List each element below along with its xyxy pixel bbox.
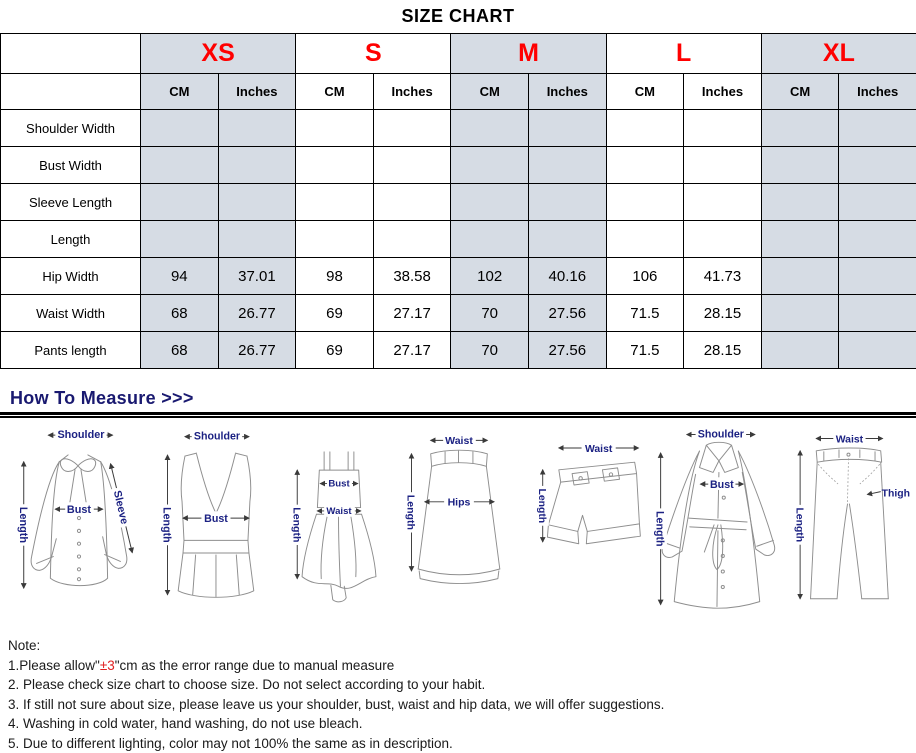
value-cell	[451, 221, 529, 258]
coat-figure	[648, 422, 784, 620]
value-cell	[839, 295, 916, 332]
value-cell: 28.15	[684, 295, 762, 332]
value-cell: 27.17	[373, 332, 451, 369]
row-label: Shoulder Width	[1, 110, 141, 147]
skirt-hips-label: Hips	[448, 497, 471, 509]
value-cell: 27.56	[528, 332, 606, 369]
value-cell	[684, 147, 762, 184]
pants-waist-label: Waist	[836, 434, 864, 445]
skirt-waist-label: Waist	[445, 435, 473, 447]
value-cell	[451, 147, 529, 184]
unit-header: CM	[296, 74, 374, 110]
value-cell	[296, 147, 374, 184]
pants-length-label: Length	[793, 507, 804, 542]
value-cell	[528, 147, 606, 184]
value-cell	[684, 110, 762, 147]
slip-dress-figure	[279, 422, 399, 620]
value-cell: 68	[141, 295, 219, 332]
value-cell: 37.01	[218, 258, 296, 295]
value-cell: 28.15	[684, 332, 762, 369]
skirt-length-label: Length	[405, 495, 417, 530]
dress-bust-label: Bust	[328, 478, 350, 489]
value-cell: 40.16	[528, 258, 606, 295]
value-cell: 26.77	[218, 332, 296, 369]
unit-header-row	[1, 74, 916, 110]
value-cell	[839, 110, 916, 147]
coat-length-label: Length	[653, 511, 665, 547]
row-label: Sleeve Length	[1, 184, 141, 221]
value-cell	[606, 221, 684, 258]
value-cell	[761, 221, 839, 258]
note-line-4: 4. Washing in cold water, hand washing, do not use bleach.	[8, 714, 916, 734]
value-cell: 70	[451, 295, 529, 332]
tank-length-label: Length	[161, 507, 173, 543]
pants-figure	[784, 422, 912, 620]
value-cell	[839, 221, 916, 258]
value-cell	[373, 184, 451, 221]
value-cell	[373, 221, 451, 258]
skirt-figure	[399, 422, 519, 620]
value-cell	[684, 221, 762, 258]
value-cell	[141, 110, 219, 147]
unit-header: CM	[451, 74, 529, 110]
value-cell	[839, 258, 916, 295]
table-row	[1, 221, 916, 258]
value-cell	[296, 221, 374, 258]
value-cell	[451, 110, 529, 147]
value-cell	[218, 221, 296, 258]
value-cell: 71.5	[606, 332, 684, 369]
value-cell	[761, 295, 839, 332]
note-line-2: 2. Please check size chart to choose size. Do not select according to your habit.	[8, 675, 916, 695]
value-cell	[839, 147, 916, 184]
value-cell	[451, 184, 529, 221]
note-line-1: 1.Please allow"±3"cm as the error range due to manual measure	[8, 656, 916, 676]
blouse-bust-label: Bust	[67, 504, 91, 516]
pants-thigh-label: Thigh	[882, 488, 910, 499]
note-line-5: 5. Due to different lighting, color may not 100% the same as in description.	[8, 734, 916, 753]
value-cell	[528, 110, 606, 147]
how-to-measure-heading: How To Measure >>>	[10, 387, 916, 409]
table-row	[1, 110, 916, 147]
value-cell	[761, 332, 839, 369]
coat-bust-label: Bust	[710, 479, 734, 491]
value-cell	[141, 147, 219, 184]
value-cell: 94	[141, 258, 219, 295]
unit-header: Inches	[373, 74, 451, 110]
table-row	[1, 258, 916, 295]
divider-line	[0, 412, 916, 418]
value-cell	[684, 184, 762, 221]
coat-shoulder-label: Shoulder	[697, 428, 743, 440]
shorts-figure	[519, 422, 647, 620]
unit-header: Inches	[839, 74, 916, 110]
unit-header: CM	[606, 74, 684, 110]
value-cell: 106	[606, 258, 684, 295]
value-cell	[296, 184, 374, 221]
unit-header: Inches	[218, 74, 296, 110]
value-cell: 27.17	[373, 295, 451, 332]
measure-figures	[0, 422, 916, 626]
value-cell: 69	[296, 295, 374, 332]
size-header-xl: XL	[761, 34, 916, 74]
value-cell	[528, 184, 606, 221]
row-label: Pants length	[1, 332, 141, 369]
blouse-shoulder-label: Shoulder	[57, 429, 105, 441]
value-cell	[761, 258, 839, 295]
value-cell	[606, 184, 684, 221]
value-cell: 38.58	[373, 258, 451, 295]
table-row	[1, 147, 916, 184]
value-cell	[761, 184, 839, 221]
value-cell: 69	[296, 332, 374, 369]
value-cell	[839, 332, 916, 369]
value-cell: 68	[141, 332, 219, 369]
value-cell: 27.56	[528, 295, 606, 332]
error-range-value: ±3	[100, 658, 115, 673]
tank-bust-label: Bust	[204, 513, 228, 525]
blouse-length-label: Length	[17, 507, 29, 543]
table-row	[1, 295, 916, 332]
value-cell: 70	[451, 332, 529, 369]
value-cell	[141, 184, 219, 221]
value-cell: 102	[451, 258, 529, 295]
blouse-sleeve-label: Sleeve	[111, 489, 130, 525]
value-cell: 71.5	[606, 295, 684, 332]
row-label: Hip Width	[1, 258, 141, 295]
size-chart-table	[0, 33, 916, 369]
blouse-figure	[4, 422, 152, 620]
size-header-l: L	[606, 34, 761, 74]
size-header-row	[1, 34, 916, 74]
value-cell	[296, 110, 374, 147]
note-heading: Note:	[8, 636, 916, 656]
value-cell: 98	[296, 258, 374, 295]
page-title: SIZE CHART	[0, 0, 916, 33]
tank-shoulder-label: Shoulder	[194, 431, 240, 443]
size-header-s: S	[296, 34, 451, 74]
size-header-xs: XS	[141, 34, 296, 74]
value-cell	[606, 110, 684, 147]
shorts-length-label: Length	[536, 488, 547, 523]
value-cell	[373, 147, 451, 184]
tank-top-figure	[152, 422, 278, 620]
value-cell	[839, 184, 916, 221]
unit-header: CM	[761, 74, 839, 110]
value-cell	[218, 147, 296, 184]
value-cell	[373, 110, 451, 147]
corner-cell	[1, 34, 141, 74]
unit-header: Inches	[684, 74, 762, 110]
value-cell	[141, 221, 219, 258]
value-cell	[761, 110, 839, 147]
unit-header: Inches	[528, 74, 606, 110]
table-row	[1, 332, 916, 369]
note-line-3: 3. If still not sure about size, please leave us your shoulder, bust, waist and hip data, we will offer suggestions.	[8, 695, 916, 715]
value-cell	[218, 184, 296, 221]
notes-section	[8, 636, 916, 753]
corner-cell	[1, 74, 141, 110]
value-cell	[218, 110, 296, 147]
size-header-m: M	[451, 34, 606, 74]
unit-header: CM	[141, 74, 219, 110]
shorts-waist-label: Waist	[585, 444, 613, 455]
value-cell	[606, 147, 684, 184]
table-row	[1, 184, 916, 221]
value-cell: 26.77	[218, 295, 296, 332]
value-cell	[528, 221, 606, 258]
value-cell	[761, 147, 839, 184]
dress-waist-label: Waist	[326, 506, 352, 517]
row-label: Waist Width	[1, 295, 141, 332]
dress-length-label: Length	[290, 507, 302, 542]
row-label: Bust Width	[1, 147, 141, 184]
value-cell: 41.73	[684, 258, 762, 295]
row-label: Length	[1, 221, 141, 258]
